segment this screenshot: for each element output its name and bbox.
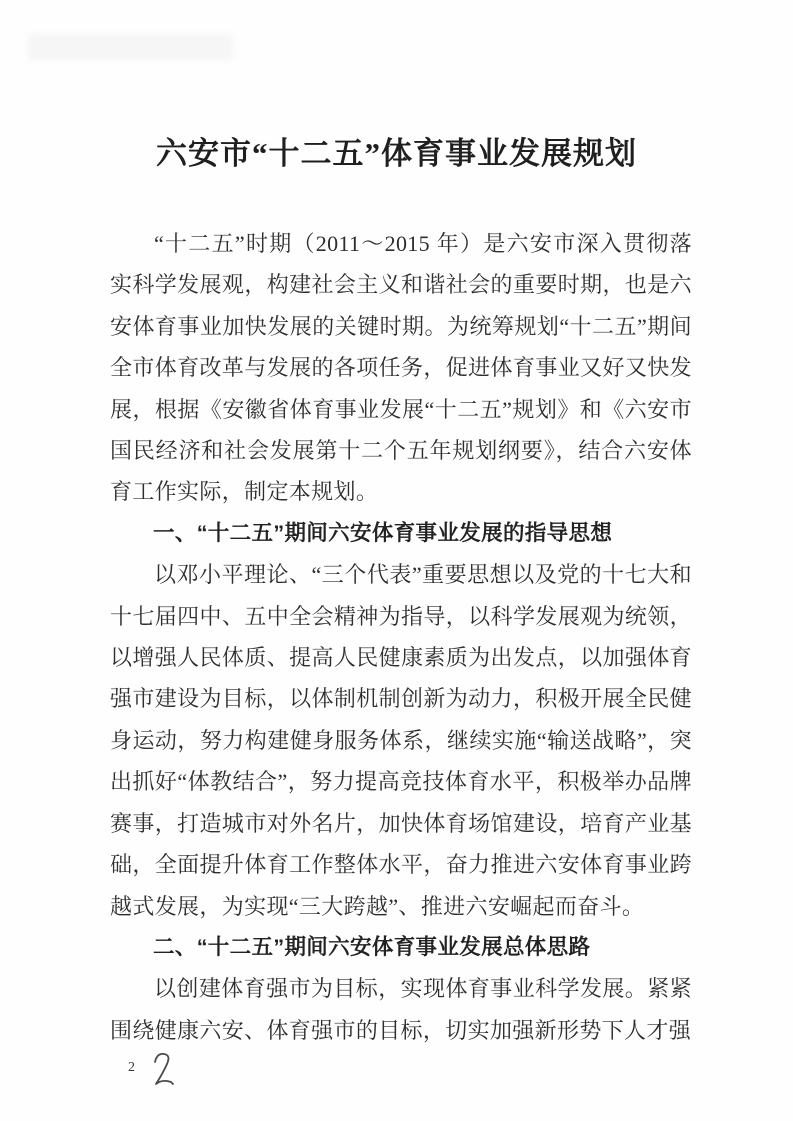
page-number: 2 bbox=[128, 1060, 135, 1075]
scan-artifact-smudge bbox=[28, 34, 233, 60]
section-heading-guiding-ideology: 一、“十二五”期间六安体育事业发展的指导思想 bbox=[153, 520, 613, 545]
page-footer bbox=[128, 1048, 181, 1098]
document-body bbox=[110, 223, 692, 1051]
section-heading-overall-approach: 二、“十二五”期间六安体育事业发展总体思路 bbox=[153, 934, 591, 959]
handwritten-numeral-2 bbox=[147, 1050, 181, 1094]
paragraph-guiding-ideology: 以邓小平理论、“三个代表”重要思想以及党的十七大和十七届四中、五中全会精神为指导，以科学发展观为统领，以增强人民体质、提高人民健康素质为出发点，以加强体育强市建设为目标，以体制机制创新为动力，积极开展全民健身运动，努力构建健身服务体系，继续实施“输送战略”，突出抓好“体教结合”，努力提高竞技体育水平，积极举办品牌赛事，打造城市对外名片，加快体育场馆建设，培育产业基础，全面提升体育工作整体水平，奋力推进六安体育事业跨越式发展，为实现“三大跨越”、推进六安崛起而奋斗。 bbox=[110, 562, 692, 919]
paragraph-overall-approach: 以创建体育强市为目标，实现体育事业科学发展。紧紧围绕健康六安、体育强市的目标，切实加强新形势下人才强 bbox=[110, 976, 692, 1043]
paragraph-intro: “十二五”时期（2011～2015 年）是六安市深入贯彻落实科学发展观，构建社会主义和谐社会的重要时期，也是六安体育事业加快发展的关键时期。为统筹规划“十二五”期间全市体育改革与发展的各项任务，促进体育事业又好又快发展，根据《安徽省体育事业发展“十二五”规划》和《六安市国民经济和社会发展第十二个五年规划纲要》，结合六安体育工作实际，制定本规划。 bbox=[110, 231, 692, 505]
document-title: 六安市“十二五”体育事业发展规划 bbox=[156, 136, 637, 171]
